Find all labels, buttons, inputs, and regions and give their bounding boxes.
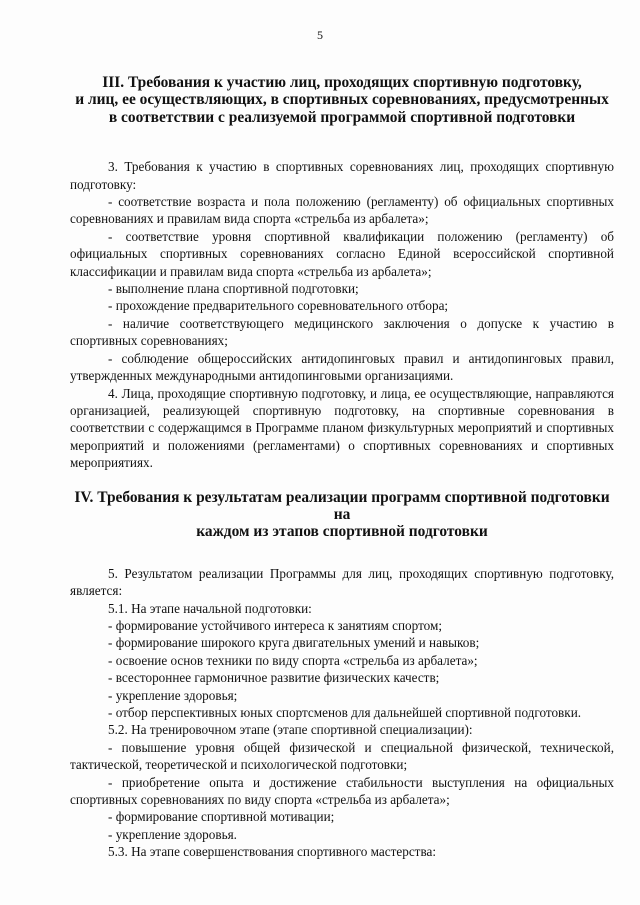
section-4-heading xyxy=(70,489,614,541)
list-item: - соответствие возраста и пола положению (регламенту) об официальных спортивных соревнованиях и правилам вида спорта «стрельба из арбалета»; xyxy=(70,194,614,227)
paragraph-5-intro: 5. Результатом реализации Программы для лиц, проходящих спортивную подготовку, является: xyxy=(70,565,614,599)
section-4-heading-line: каждом из этапов спортивной подготовки xyxy=(196,523,488,541)
list-item: - повышение уровня общей физической и специальной физической, технической, тактической, теоретической и психологической подготовки; xyxy=(70,739,614,773)
subsection-5-3-title: 5.3. На этапе совершенствования спортивного мастерства: xyxy=(108,844,437,860)
section-3-heading-line: III. Требования к участию лиц, проходящих спортивную подготовку, xyxy=(102,74,582,91)
section-3-heading xyxy=(70,74,614,126)
list-item: - укрепление здоровья. xyxy=(108,826,237,842)
list-item: - наличие соответствующего медицинского заключения о допуске к участию в спортивных соревнованиях; xyxy=(70,315,614,349)
list-item: - формирование устойчивого интереса к занятиям спортом; xyxy=(108,617,443,633)
list-item: - формирование широкого круга двигательных умений и навыков; xyxy=(108,635,480,651)
section-4-heading-line: IV. Требования к результатам реализации программ спортивной подготовки на xyxy=(74,488,610,523)
subsection-5-2-title: 5.2. На тренировочном этапе (этапе спортивной специализации): xyxy=(108,722,473,738)
section-3-heading-line: в соответствии с реализуемой программой спортивной подготовки xyxy=(108,108,576,126)
list-item: - формирование спортивной мотивации; xyxy=(108,809,335,825)
subsection-5-1-title: 5.1. На этапе начальной подготовки: xyxy=(108,600,312,616)
list-item: - всестороннее гармоничное развитие физических качеств; xyxy=(108,670,440,686)
spacer xyxy=(70,472,614,489)
spacer xyxy=(70,126,614,158)
spacer xyxy=(70,541,614,565)
list-item: - укрепление здоровья; xyxy=(108,687,238,703)
list-item: - освоение основ техники по виду спорта «стрельба из арбалета»; xyxy=(108,652,478,668)
list-item: - соблюдение общероссийских антидопинговых правил и антидопинговых правил, утвержденных международными антидопинговыми организациями. xyxy=(70,350,614,384)
list-item: - прохождение предварительного соревновательного отбора; xyxy=(108,298,449,314)
list-item: - приобретение опыта и достижение стабильности выступления на официальных спортивных соревнованиях по виду спорта «стрельба из арбалета»; xyxy=(70,774,614,808)
list-item: - выполнение плана спортивной подготовки; xyxy=(108,281,359,297)
paragraph-3-intro: 3. Требования к участию в спортивных соревнованиях лиц, проходящих спортивную подготовку: xyxy=(70,159,614,192)
page-number: 5 xyxy=(317,28,323,42)
list-item: - соответствие уровня спортивной квалификации положению (регламенту) об официальных спортивных соревнованиях согласно Единой всероссийской спортивной классификации и правилам вида спорта «стрельба из арбалета»; xyxy=(70,228,614,279)
page-content xyxy=(70,74,614,861)
list-item: - отбор перспективных юных спортсменов для дальнейшей спортивной подготовки. xyxy=(108,705,582,720)
paragraph-4: 4. Лица, проходящие спортивную подготовку, и лица, ее осуществляющие, направляются организацией, реализующей спортивную подготовку, на спортивные соревнования в соответствии с содержащимся в Программе планом физкультурных мероприятий и спортивных мероприятий и положениями (регламентами) о спортивных соревнованиях и спортивных мероприятиях. xyxy=(70,385,614,471)
section-3-heading-line: и лиц, ее осуществляющих, в спортивных соревнованиях, предусмотренных xyxy=(75,91,609,109)
